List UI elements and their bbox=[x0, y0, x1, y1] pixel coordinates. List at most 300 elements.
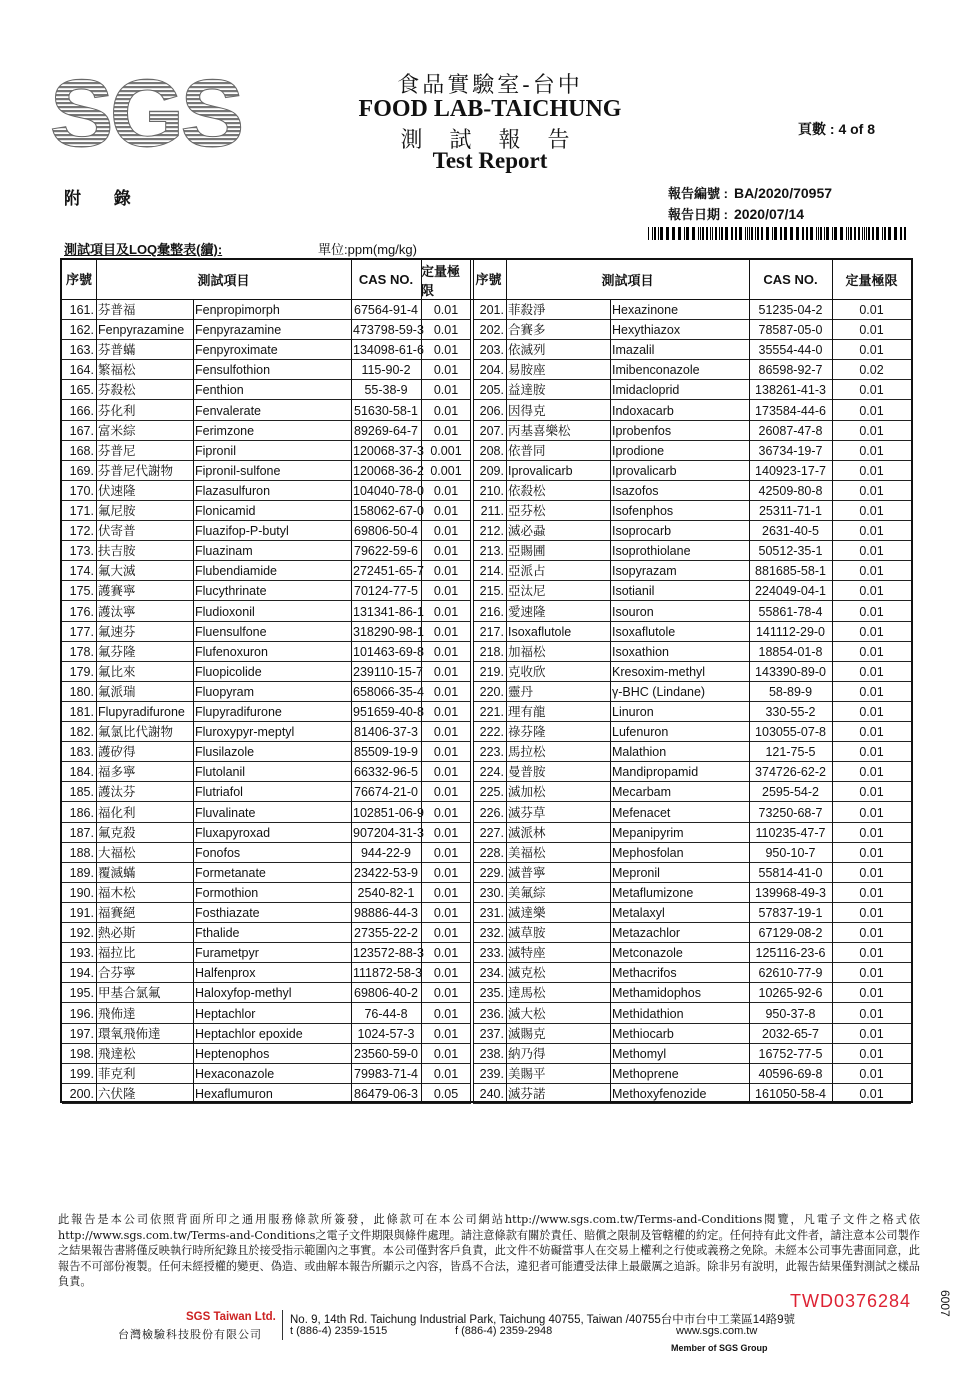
left-row-name-cn: 伏寄普 bbox=[96, 521, 193, 541]
left-row-name-en: Flufenoxuron bbox=[193, 642, 351, 662]
right-row-cas: 374726-62-2 bbox=[749, 762, 832, 782]
right-row-loq: 0.01 bbox=[832, 883, 911, 903]
left-row-loq: 0.01 bbox=[421, 421, 471, 441]
left-row-name-cn: 氟芬隆 bbox=[96, 642, 193, 662]
col-header-item-left: 測試項目 bbox=[96, 260, 351, 300]
right-row-cas: 10265-92-6 bbox=[749, 983, 832, 1003]
right-row-no: 232. bbox=[473, 923, 506, 943]
barcode-bar bbox=[654, 227, 656, 240]
col-header-item-right: 測試項目 bbox=[506, 260, 749, 300]
barcode-bar bbox=[834, 227, 837, 240]
right-row-name-en: Malathion bbox=[610, 742, 749, 762]
right-row-name-cn: 滅草胺 bbox=[506, 923, 610, 943]
right-row-loq: 0.01 bbox=[832, 722, 911, 742]
left-row-no: 192. bbox=[62, 923, 96, 943]
right-row-name-cn: 易胺座 bbox=[506, 360, 610, 380]
right-row-loq: 0.01 bbox=[832, 340, 911, 360]
right-row-cas: 51235-04-2 bbox=[749, 300, 832, 320]
left-row-name-cn: 飛佈達 bbox=[96, 1004, 193, 1024]
right-row-cas: 950-37-8 bbox=[749, 1004, 832, 1024]
left-row-name-cn: 熱必斯 bbox=[96, 923, 193, 943]
left-row-name-en: Hexaflumuron bbox=[193, 1084, 351, 1104]
left-row-no: 190. bbox=[62, 883, 96, 903]
right-row-name-cn: 滅芬諾 bbox=[506, 1084, 610, 1104]
right-row-name-cn: 菲殺淨 bbox=[506, 300, 610, 320]
left-row-name-cn: 氟尼胺 bbox=[96, 501, 193, 521]
left-row-no: 170. bbox=[62, 481, 96, 501]
right-row-cas: 62610-77-9 bbox=[749, 963, 832, 983]
left-row-name-en: Flusilazole bbox=[193, 742, 351, 762]
left-row-name-cn: 護汰芬 bbox=[96, 782, 193, 802]
left-row-name-en: Fipronil-sulfone bbox=[193, 461, 351, 481]
right-row-name-en: Isopyrazam bbox=[610, 561, 749, 581]
left-row-loq: 0.01 bbox=[421, 1024, 471, 1044]
report-title-cn: 測 試 報 告 bbox=[400, 128, 580, 153]
right-row-name-cn: 亞派占 bbox=[506, 561, 610, 581]
left-row-cas: 111872-58-3 bbox=[351, 963, 421, 983]
right-row-cas: 950-10-7 bbox=[749, 843, 832, 863]
left-row-name-en: Fosthiazate bbox=[193, 903, 351, 923]
side-code: 6007 bbox=[938, 1290, 952, 1317]
col-header-cas-left: CAS NO. bbox=[351, 260, 421, 300]
right-row-name-en: Iprodione bbox=[610, 441, 749, 461]
right-row-name-en: Methomyl bbox=[610, 1044, 749, 1064]
address: No. 9, 14th Rd. Taichung Industrial Park, Taichung 40755, Taiwan /40755台中市台中工業區14路9號 bbox=[290, 1314, 795, 1326]
barcode-bar bbox=[784, 227, 787, 240]
right-row-name-en: Metaflumizone bbox=[610, 883, 749, 903]
disclaimer-text-2: 閱覽，凡電子文件之格式依 bbox=[762, 1213, 920, 1226]
left-row-cas: 85509-19-9 bbox=[351, 742, 421, 762]
barcode-bar bbox=[888, 227, 891, 240]
right-row-loq: 0.01 bbox=[832, 702, 911, 722]
report-number-value: BA/2020/70957 bbox=[733, 185, 833, 201]
left-row-loq: 0.01 bbox=[421, 1044, 471, 1064]
barcode-bar bbox=[715, 227, 717, 240]
left-row-loq: 0.01 bbox=[421, 823, 471, 843]
left-row-cas: 158062-67-0 bbox=[351, 501, 421, 521]
col-header-loq-left: 定量極限 bbox=[421, 260, 471, 300]
left-row-cas: 2540-82-1 bbox=[351, 883, 421, 903]
left-row-cas: 76674-21-0 bbox=[351, 782, 421, 802]
right-row-cas: 57837-19-1 bbox=[749, 903, 832, 923]
right-row-no: 203. bbox=[473, 340, 506, 360]
right-row-name-en: Metalaxyl bbox=[610, 903, 749, 923]
left-row-cas: 272451-65-7 bbox=[351, 561, 421, 581]
barcode-bar bbox=[866, 227, 867, 240]
disclaimer-text-3: 之電子文件期限與條件處理。請注意條款有關於責任、賠償之限制及管轄權的約定。任何持有此文件者，請注意本公司製作之結果報告書將僅反映執行時所紀錄且於接受指示範圍內之事實。本公司僅對客戶負責，此文件不妨礙當事人在交易上權利之行使或義務之免除。未經本公司事先書面同意，此報告不可部份複製。任何未經授權的變更、偽造、或曲解本報告所顯示之內容，皆爲不合法，違犯者可能遭受法律上最嚴厲之追訴。除非另有說明，此報告結果僅對測試之樣品負責。 bbox=[58, 1228, 920, 1289]
right-row-no: 239. bbox=[473, 1064, 506, 1084]
left-row-name-cn: 福木松 bbox=[96, 883, 193, 903]
barcode-bar bbox=[745, 227, 746, 240]
left-row-name-en: Fluroxypyr-meptyl bbox=[193, 722, 351, 742]
right-row-no: 210. bbox=[473, 481, 506, 501]
barcode-bar bbox=[774, 227, 777, 240]
right-row-no: 229. bbox=[473, 863, 506, 883]
loq-table bbox=[60, 258, 913, 1103]
right-row-no: 221. bbox=[473, 702, 506, 722]
fax: f (886-4) 2359-2948 bbox=[455, 1325, 553, 1337]
left-row-no: 166. bbox=[62, 401, 96, 421]
left-row-cas: 23560-59-0 bbox=[351, 1044, 421, 1064]
left-row-loq: 0.01 bbox=[421, 923, 471, 943]
barcode-bar bbox=[719, 227, 720, 240]
right-row-no: 215. bbox=[473, 581, 506, 601]
left-row-cas: 123572-88-3 bbox=[351, 943, 421, 963]
left-row-cas: 67564-91-4 bbox=[351, 300, 421, 320]
right-row-name-en: Imazalil bbox=[610, 340, 749, 360]
barcode-bar bbox=[702, 227, 704, 240]
right-row-loq: 0.01 bbox=[832, 863, 911, 883]
right-row-no: 208. bbox=[473, 441, 506, 461]
barcode-bar bbox=[706, 227, 708, 240]
barcode-bar bbox=[731, 227, 733, 240]
left-row-name-en: Fenvalerate bbox=[193, 401, 351, 421]
left-row-name-cn: 芬化利 bbox=[96, 401, 193, 421]
right-row-loq: 0.01 bbox=[832, 642, 911, 662]
disclaimer bbox=[58, 1212, 920, 1290]
right-row-name-cn: 丙基喜樂松 bbox=[506, 421, 610, 441]
left-row-name-cn: 芬普蟎 bbox=[96, 340, 193, 360]
right-row-cas: 161050-58-4 bbox=[749, 1084, 832, 1104]
left-row-name-en: Halfenprox bbox=[193, 963, 351, 983]
right-row-cas: 138261-41-3 bbox=[749, 380, 832, 400]
left-row-loq: 0.01 bbox=[421, 481, 471, 501]
right-row-name-en: Hexythiazox bbox=[610, 320, 749, 340]
right-row-cas: 18854-01-8 bbox=[749, 642, 832, 662]
serial-number: TWD0376284 bbox=[790, 1291, 912, 1311]
barcode-bar bbox=[652, 227, 653, 240]
left-row-cas: 55-38-9 bbox=[351, 380, 421, 400]
right-row-name-cn: 依滅列 bbox=[506, 340, 610, 360]
left-row-cas: 120068-37-3 bbox=[351, 441, 421, 461]
right-row-no: 218. bbox=[473, 642, 506, 662]
left-row-name-en: Flucythrinate bbox=[193, 581, 351, 601]
barcode-bar bbox=[806, 227, 808, 240]
right-row-cas: 73250-68-7 bbox=[749, 803, 832, 823]
left-row-name-en: Flubendiamide bbox=[193, 561, 351, 581]
left-row-no: 187. bbox=[62, 823, 96, 843]
left-row-loq: 0.01 bbox=[421, 501, 471, 521]
barcode-bar bbox=[840, 227, 843, 240]
barcode-bar bbox=[858, 227, 860, 240]
right-row-no: 237. bbox=[473, 1024, 506, 1044]
barcode-bar bbox=[739, 227, 742, 240]
right-row-cas: 881685-58-1 bbox=[749, 561, 832, 581]
right-row-name-en: Isoxaflutole bbox=[610, 622, 749, 642]
left-row-no: 191. bbox=[62, 903, 96, 923]
right-row-name-en: Mephosfolan bbox=[610, 843, 749, 863]
left-row-cas: 104040-78-0 bbox=[351, 481, 421, 501]
right-row-cas: 143390-89-0 bbox=[749, 662, 832, 682]
left-row-name-cn: 伏速隆 bbox=[96, 481, 193, 501]
left-row-name-cn: 環氧飛佈達 bbox=[96, 1024, 193, 1044]
right-row-name-en: Isofenphos bbox=[610, 501, 749, 521]
right-row-name-cn: 美賜平 bbox=[506, 1064, 610, 1084]
left-row-loq: 0.01 bbox=[421, 903, 471, 923]
table-column-divider bbox=[421, 260, 422, 1101]
barcode-bar bbox=[816, 227, 817, 240]
barcode-bar bbox=[900, 227, 902, 240]
left-row-no: 198. bbox=[62, 1044, 96, 1064]
left-row-loq: 0.01 bbox=[421, 863, 471, 883]
left-row-name-cn: 芬普尼 bbox=[96, 441, 193, 461]
right-row-name-cn: 滅克松 bbox=[506, 963, 610, 983]
left-row-cas: 907204-31-3 bbox=[351, 823, 421, 843]
barcode-bar bbox=[761, 227, 763, 240]
barcode-bar bbox=[780, 227, 782, 240]
left-row-name-cn: 護賽寧 bbox=[96, 581, 193, 601]
left-row-loq: 0.01 bbox=[421, 602, 471, 622]
left-row-name-cn: 大福松 bbox=[96, 843, 193, 863]
left-row-loq: 0.01 bbox=[421, 883, 471, 903]
left-row-loq: 0.01 bbox=[421, 380, 471, 400]
left-row-loq: 0.01 bbox=[421, 702, 471, 722]
right-row-cas: 140923-17-7 bbox=[749, 461, 832, 481]
report-number bbox=[668, 183, 832, 202]
right-row-name-cn: 克收欣 bbox=[506, 662, 610, 682]
left-row-cas: 69806-50-4 bbox=[351, 521, 421, 541]
right-row-name-en: Kresoxim-methyl bbox=[610, 662, 749, 682]
page-label: 頁數 : bbox=[798, 121, 835, 137]
right-row-cas: 67129-08-2 bbox=[749, 923, 832, 943]
left-row-cas: 134098-61-6 bbox=[351, 340, 421, 360]
right-row-cas: 330-55-2 bbox=[749, 702, 832, 722]
right-row-name-en: Imibenconazole bbox=[610, 360, 749, 380]
right-row-loq: 0.01 bbox=[832, 762, 911, 782]
right-row-no: 220. bbox=[473, 682, 506, 702]
left-row-no: 180. bbox=[62, 682, 96, 702]
table-title: 測試項目及LOQ彙整表(續): bbox=[64, 242, 223, 257]
left-row-cas: 79983-71-4 bbox=[351, 1064, 421, 1084]
left-row-name-cn: 福賽絕 bbox=[96, 903, 193, 923]
right-row-cas: 224049-04-1 bbox=[749, 581, 832, 601]
right-row-loq: 0.01 bbox=[832, 521, 911, 541]
barcode-bar bbox=[876, 227, 879, 240]
table-column-divider bbox=[749, 260, 750, 1101]
barcode-bar bbox=[749, 227, 750, 240]
left-row-no: 193. bbox=[62, 943, 96, 963]
report-date-label: 報告日期 : bbox=[668, 207, 728, 222]
right-row-loq: 0.01 bbox=[832, 300, 911, 320]
left-row-loq: 0.01 bbox=[421, 742, 471, 762]
right-row-no: 235. bbox=[473, 983, 506, 1003]
lab-name-cn: 食品實驗室-台中 bbox=[397, 73, 583, 98]
unit-label: 單位:ppm(mg/kg) bbox=[318, 242, 417, 257]
left-row-name-en: Fluensulfone bbox=[193, 622, 351, 642]
right-row-cas: 121-75-5 bbox=[749, 742, 832, 762]
right-row-no: 226. bbox=[473, 803, 506, 823]
right-row-name-en: Metconazole bbox=[610, 943, 749, 963]
table-column-divider bbox=[506, 260, 507, 1101]
right-row-name-cn: 滅達樂 bbox=[506, 903, 610, 923]
right-row-name-en: γ-BHC (Lindane) bbox=[610, 682, 749, 702]
right-row-no: 211. bbox=[473, 501, 506, 521]
right-row-name-cn: 納乃得 bbox=[506, 1044, 610, 1064]
table-column-divider bbox=[96, 260, 97, 1101]
right-row-no: 224. bbox=[473, 762, 506, 782]
right-row-no: 202. bbox=[473, 320, 506, 340]
website[interactable]: www.sgs.com.tw bbox=[676, 1325, 758, 1337]
right-row-no: 209. bbox=[473, 461, 506, 481]
left-row-loq: 0.01 bbox=[421, 541, 471, 561]
right-row-loq: 0.01 bbox=[832, 803, 911, 823]
right-row-name-cn: 滅大松 bbox=[506, 1004, 610, 1024]
left-row-name-cn: 甲基合氯氟 bbox=[96, 983, 193, 1003]
left-row-cas: 27355-22-2 bbox=[351, 923, 421, 943]
barcode-bar bbox=[692, 227, 695, 240]
right-row-name-en: Lufenuron bbox=[610, 722, 749, 742]
company-cn: 台灣檢驗科技股份有限公司 bbox=[118, 1329, 262, 1341]
right-row-loq: 0.01 bbox=[832, 782, 911, 802]
left-row-loq: 0.01 bbox=[421, 521, 471, 541]
left-row-name-en: Fipronil bbox=[193, 441, 351, 461]
left-row-name-cn: 菲克利 bbox=[96, 1064, 193, 1084]
right-row-loq: 0.01 bbox=[832, 380, 911, 400]
right-row-no: 234. bbox=[473, 963, 506, 983]
table-column-divider bbox=[351, 260, 352, 1101]
right-row-no: 225. bbox=[473, 782, 506, 802]
left-row-name-cn: 合芬寧 bbox=[96, 963, 193, 983]
right-row-name-en: Isazofos bbox=[610, 481, 749, 501]
barcode-bar bbox=[772, 227, 773, 240]
right-row-cas: 35554-44-0 bbox=[749, 340, 832, 360]
left-row-name-en: Fenpropimorph bbox=[193, 300, 351, 320]
right-row-cas: 2631-40-5 bbox=[749, 521, 832, 541]
table-column-divider bbox=[193, 300, 194, 1101]
barcode-bar bbox=[678, 227, 681, 240]
left-row-no: 169. bbox=[62, 461, 96, 481]
right-row-name-en: Mefenacet bbox=[610, 803, 749, 823]
right-row-loq: 0.01 bbox=[832, 943, 911, 963]
right-row-loq: 0.02 bbox=[832, 360, 911, 380]
right-row-cas: 2595-54-2 bbox=[749, 782, 832, 802]
right-row-name-cn: 滅普寧 bbox=[506, 863, 610, 883]
left-row-name-en: Flutriafol bbox=[193, 782, 351, 802]
col-header-loq-right: 定量極限 bbox=[832, 260, 911, 300]
col-header-cas-right: CAS NO. bbox=[749, 260, 832, 300]
right-row-cas: 42509-80-8 bbox=[749, 481, 832, 501]
barcode-bar bbox=[872, 227, 874, 240]
company-en: SGS Taiwan Ltd. bbox=[186, 1311, 276, 1323]
barcode-bar bbox=[790, 227, 793, 240]
right-row-cas: 173584-44-6 bbox=[749, 401, 832, 421]
left-row-loq: 0.01 bbox=[421, 963, 471, 983]
left-row-name-en: Fluazifop-P-butyl bbox=[193, 521, 351, 541]
right-row-cas: 139968-49-3 bbox=[749, 883, 832, 903]
left-row-name-en: Heptachlor bbox=[193, 1004, 351, 1024]
left-row-no: 196. bbox=[62, 1004, 96, 1024]
left-row-no: 195. bbox=[62, 983, 96, 1003]
left-row-name-cn: 扶吉胺 bbox=[96, 541, 193, 561]
left-row-cas: 76-44-8 bbox=[351, 1004, 421, 1024]
left-row-cas: 98886-44-3 bbox=[351, 903, 421, 923]
barcode-bar bbox=[832, 227, 833, 240]
right-row-loq: 0.01 bbox=[832, 421, 911, 441]
left-row-loq: 0.01 bbox=[421, 662, 471, 682]
barcode-bar bbox=[868, 227, 870, 240]
left-row-name-cn: 氟氯比代謝物 bbox=[96, 722, 193, 742]
left-row-name-en: Ferimzone bbox=[193, 421, 351, 441]
left-row-no: 168. bbox=[62, 441, 96, 461]
right-row-name-en: Isotianil bbox=[610, 581, 749, 601]
right-row-cas: 141112-29-0 bbox=[749, 622, 832, 642]
right-row-loq: 0.01 bbox=[832, 320, 911, 340]
right-row-no: 216. bbox=[473, 602, 506, 622]
left-row-loq: 0.01 bbox=[421, 803, 471, 823]
terms-link-2[interactable]: http://www.sgs.com.tw/Terms-and-Conditions bbox=[58, 1228, 316, 1242]
left-row-name-en: Flupyradifurone bbox=[193, 702, 351, 722]
left-row-cas: 66332-96-5 bbox=[351, 762, 421, 782]
right-row-cas: 110235-47-7 bbox=[749, 823, 832, 843]
barcode-bar bbox=[660, 227, 663, 240]
left-row-name-en: Hexaconazole bbox=[193, 1064, 351, 1084]
right-row-loq: 0.01 bbox=[832, 983, 911, 1003]
right-row-cas: 26087-47-8 bbox=[749, 421, 832, 441]
barcode-bar bbox=[850, 227, 852, 240]
left-row-name-en: Fthalide bbox=[193, 923, 351, 943]
right-row-no: 223. bbox=[473, 742, 506, 762]
left-row-loq: 0.01 bbox=[421, 762, 471, 782]
right-row-no: 230. bbox=[473, 883, 506, 903]
report-number-label: 報告編號 : bbox=[668, 186, 728, 201]
right-row-name-en: Methidathion bbox=[610, 1004, 749, 1024]
right-row-name-en: Hexazinone bbox=[610, 300, 749, 320]
left-row-loq: 0.01 bbox=[421, 642, 471, 662]
barcode-bar bbox=[672, 227, 675, 240]
right-row-name-cn: 滅賜克 bbox=[506, 1024, 610, 1044]
barcode-bar bbox=[686, 227, 689, 240]
left-row-name-en: Fenpyrazamine bbox=[193, 320, 351, 340]
left-row-loq: 0.01 bbox=[421, 622, 471, 642]
right-row-no: 205. bbox=[473, 380, 506, 400]
left-row-name-en: Furametpyr bbox=[193, 943, 351, 963]
right-row-name-en: Isouron bbox=[610, 602, 749, 622]
left-row-no: 197. bbox=[62, 1024, 96, 1044]
left-row-name-cn: 芬普尼代謝物 bbox=[96, 461, 193, 481]
left-row-name-en: Fluazinam bbox=[193, 541, 351, 561]
right-row-name-cn: 達馬松 bbox=[506, 983, 610, 1003]
right-row-cas: 86598-92-7 bbox=[749, 360, 832, 380]
right-row-loq: 0.01 bbox=[832, 602, 911, 622]
right-row-name-cn: 靈丹 bbox=[506, 682, 610, 702]
left-row-no: 164. bbox=[62, 360, 96, 380]
left-row-cas: 473798-59-3 bbox=[351, 320, 421, 340]
right-row-cas: 36734-19-7 bbox=[749, 441, 832, 461]
right-row-loq: 0.01 bbox=[832, 742, 911, 762]
left-row-cas: 951659-40-8 bbox=[351, 702, 421, 722]
barcode-bar bbox=[755, 227, 756, 240]
member-note: Member of SGS Group bbox=[671, 1343, 768, 1353]
barcode-bar bbox=[725, 227, 728, 240]
barcode-bar bbox=[747, 227, 748, 240]
left-row-no: 188. bbox=[62, 843, 96, 863]
right-row-name-en: Mecarbam bbox=[610, 782, 749, 802]
terms-link-1[interactable]: http://www.sgs.com.tw/Terms-and-Conditions bbox=[504, 1213, 763, 1226]
barcode-bar bbox=[766, 227, 769, 240]
left-row-name-cn: 護汰寧 bbox=[96, 602, 193, 622]
right-row-no: 231. bbox=[473, 903, 506, 923]
right-row-name-en: Linuron bbox=[610, 702, 749, 722]
left-row-cas: 23422-53-9 bbox=[351, 863, 421, 883]
col-header-no-left: 序號 bbox=[62, 260, 96, 300]
right-row-cas: 40596-69-8 bbox=[749, 1064, 832, 1084]
barcode-bar bbox=[824, 227, 825, 240]
right-row-cas: 78587-05-0 bbox=[749, 320, 832, 340]
right-row-name-cn: 美氟綜 bbox=[506, 883, 610, 903]
left-row-loq: 0.001 bbox=[421, 461, 471, 481]
left-row-name-en: Fenthion bbox=[193, 380, 351, 400]
barcode-bar bbox=[757, 227, 759, 240]
